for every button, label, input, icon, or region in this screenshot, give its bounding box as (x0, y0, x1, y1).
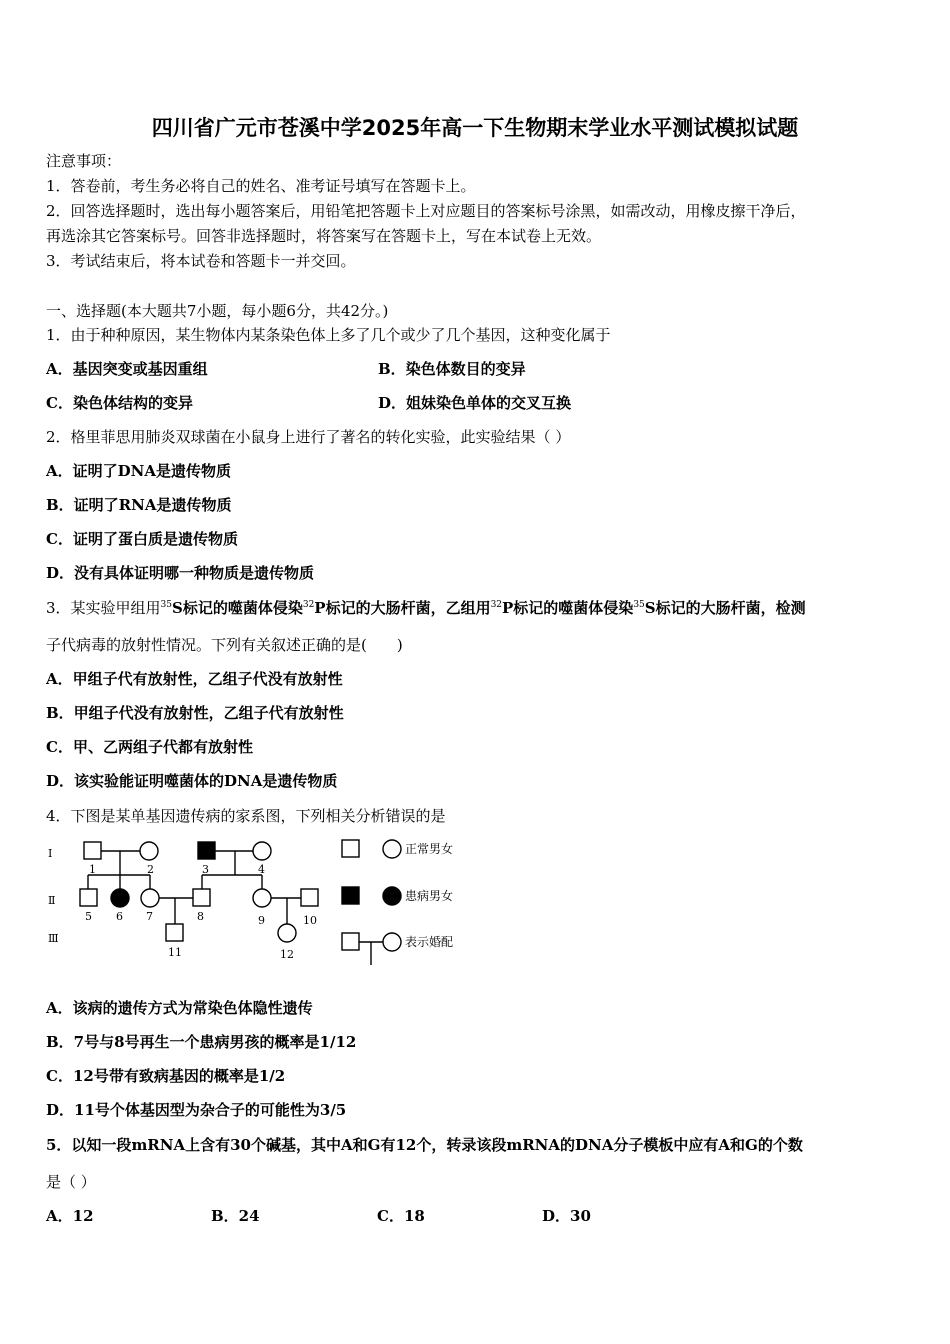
q4-option-b: B．7号与8号再生一个患病男孩的概率是1/12 (46, 1033, 357, 1051)
num-5: 5 (85, 910, 92, 923)
num-11: 11 (168, 946, 182, 959)
q2-option-a: A．证明了DNA是遗传物质 (46, 462, 231, 480)
pedigree-chart (44, 832, 474, 967)
section-heading: 一、选择题(本大题共7小题，每小题6分，共42分。) (46, 302, 389, 320)
individual-9-normal-female (253, 889, 271, 907)
notice-item-1: 1．答卷前，考生务必将自己的姓名、准考证号填写在答题卡上。 (46, 177, 476, 195)
q3-option-c: C．甲、乙两组子代都有放射性 (46, 738, 253, 756)
legend-affected-label: 患病男女 (405, 889, 454, 903)
notice-item-2: 2．回答选择题时，选出每小题答案后，用铅笔把答题卡上对应题目的答案标号涂黑，如需改动，用橡皮擦干净后， (46, 202, 806, 220)
q1-option-a: A．基因突变或基因重组 (46, 360, 208, 378)
q3-option-a: A．甲组子代有放射性，乙组子代没有放射性 (46, 670, 343, 688)
q5-option-d: D．30 (542, 1207, 591, 1225)
individual-12-normal-female (278, 924, 296, 942)
q4-stem: 4．下图是某单基因遗传病的家系图，下列相关分析错误的是 (46, 807, 446, 825)
individual-2-normal-female (140, 842, 158, 860)
individual-8-normal-male (193, 889, 210, 906)
num-3: 3 (202, 863, 209, 876)
num-1: 1 (89, 863, 96, 876)
gen-label-2: Ⅱ (48, 894, 56, 907)
legend-mating-label: 表示婚配 (405, 935, 454, 949)
q2-stem: 2．格里菲思用肺炎双球菌在小鼠身上进行了著名的转化实验，此实验结果（ ） (46, 428, 571, 446)
q1-option-b: B．染色体数目的变异 (378, 360, 526, 378)
notice-item-3: 3．考试结束后，将本试卷和答题卡一并交回。 (46, 252, 356, 270)
notice-item-2-cont: 再选涂其它答案标号。回答非选择题时，将答案写在答题卡上，写在本试卷上无效。 (46, 227, 602, 245)
legend-affected-female-icon (383, 887, 401, 905)
individual-4-normal-female (253, 842, 271, 860)
num-4: 4 (258, 863, 265, 876)
num-12: 12 (280, 948, 294, 961)
individual-3-affected-male (198, 842, 215, 859)
q5-option-a: A．12 (46, 1207, 94, 1225)
q5-stem-line2: 是（ ） (46, 1173, 96, 1191)
legend-normal-label: 正常男女 (405, 842, 454, 856)
q5-stem: 5．以知一段mRNA上含有30个碱基，其中A和G有12个，转录该段mRNA的DNA分子模板中应有A和G的个数 (46, 1136, 803, 1154)
num-6: 6 (116, 910, 123, 923)
q4-option-a: A．该病的遗传方式为常染色体隐性遗传 (46, 999, 313, 1017)
individual-11-normal-male (166, 924, 183, 941)
legend-affected-male-icon (342, 887, 359, 904)
num-7: 7 (146, 910, 153, 923)
legend-normal-male-icon (342, 840, 359, 857)
num-10: 10 (303, 914, 317, 927)
gen-label-3: Ⅲ (48, 932, 59, 945)
q2-option-c: C．证明了蛋白质是遗传物质 (46, 530, 238, 548)
q3-stem-line2: 子代病毒的放射性情况。下列有关叙述正确的是( ) (46, 636, 403, 654)
individual-5-normal-male (80, 889, 97, 906)
individual-1-normal-male (84, 842, 101, 859)
q1-option-c: C．染色体结构的变异 (46, 394, 193, 412)
individual-6-affected-female (111, 889, 129, 907)
individual-7-normal-female (141, 889, 159, 907)
q1-stem: 1．由于种种原因，某生物体内某条染色体上多了几个或少了几个基因，这种变化属于 (46, 326, 611, 344)
q5-option-b: B．24 (211, 1207, 260, 1225)
legend-mating-female-icon (383, 933, 401, 951)
num-9: 9 (258, 914, 265, 927)
q3-option-d: D．该实验能证明噬菌体的DNA是遗传物质 (46, 772, 338, 790)
q2-option-d: D．没有具体证明哪一种物质是遗传物质 (46, 564, 315, 582)
num-2: 2 (147, 863, 154, 876)
q1-option-d: D．姐妹染色单体的交叉互换 (378, 394, 572, 412)
q5-option-c: C．18 (377, 1207, 425, 1225)
notice-heading: 注意事项： (46, 152, 122, 170)
legend-mating-male-icon (342, 933, 359, 950)
q3-option-b: B．甲组子代没有放射性，乙组子代有放射性 (46, 704, 344, 722)
num-8: 8 (197, 910, 204, 923)
q4-option-d: D．11号个体基因型为杂合子的可能性为3/5 (46, 1101, 347, 1119)
legend-normal-female-icon (383, 840, 401, 858)
q4-option-c: C．12号带有致病基因的概率是1/2 (46, 1067, 286, 1085)
page-title: 四川省广元市苍溪中学2025年高一下生物期末学业水平测试模拟试题 (151, 116, 799, 140)
gen-label-1: Ⅰ (48, 847, 53, 860)
q3-stem: 3．某实验甲组用$^{35}$S标记的噬菌体侵染$^{32}$P标记的大肠杆菌，乙组用$^{32}$P标记的噬菌体侵染$^{35}$S标记的大肠杆菌，检测 (46, 599, 806, 617)
q2-option-b: B．证明了RNA是遗传物质 (46, 496, 232, 514)
individual-10-normal-male (301, 889, 318, 906)
